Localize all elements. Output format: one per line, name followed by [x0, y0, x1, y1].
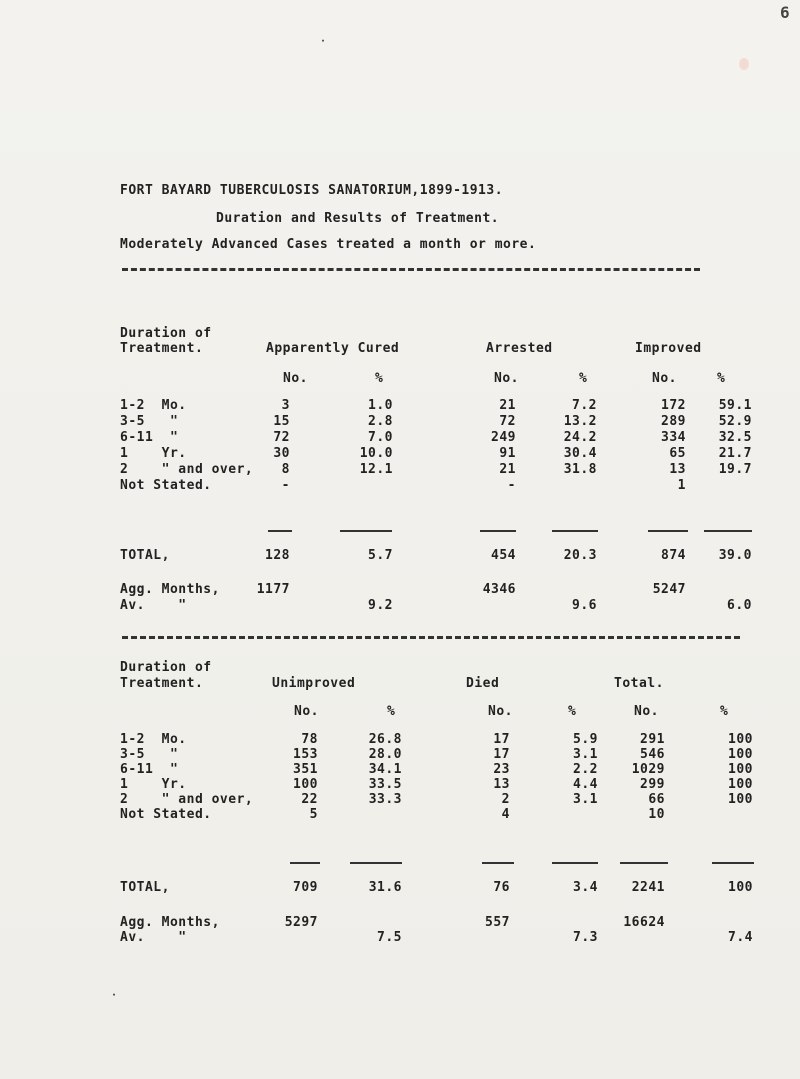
group-header-total: Total. — [614, 676, 664, 691]
column-rule — [552, 862, 598, 864]
average-cell: 9.2 — [368, 598, 393, 613]
subhead-no: No. — [634, 704, 659, 719]
separator-top — [122, 268, 700, 271]
table-cell: 21 — [499, 398, 516, 413]
total-cell: 5.7 — [368, 548, 393, 563]
group-header-apparently-cured: Apparently Cured — [266, 341, 400, 356]
group-header-improved: Improved — [635, 341, 702, 356]
table-cell: 72 — [499, 414, 516, 429]
table-cell: 24.2 — [563, 430, 597, 445]
table-cell: 3.1 — [573, 747, 598, 762]
subhead-no: No. — [652, 371, 677, 386]
agg-label: Agg. Months, — [120, 915, 220, 930]
table-cell: 13.2 — [563, 414, 597, 429]
table-cell: 100 — [728, 792, 753, 807]
table-cell: 34.1 — [368, 762, 402, 777]
agg-label: Agg. Months, — [120, 582, 220, 597]
average-cell: 9.6 — [572, 598, 597, 613]
document-caption: Moderately Advanced Cases treated a month or more. — [120, 237, 537, 252]
table-cell: 72 — [273, 430, 290, 445]
stub-header-line-1: Duration of — [120, 660, 212, 675]
subhead-no: No. — [488, 704, 513, 719]
average-cell: 7.3 — [573, 930, 598, 945]
page-number: 6 — [780, 3, 791, 22]
total-cell: 709 — [293, 880, 318, 895]
table-cell: 17 — [493, 747, 510, 762]
total-cell: 31.6 — [368, 880, 402, 895]
column-rule — [268, 530, 292, 532]
column-rule — [290, 862, 320, 864]
total-cell: 39.0 — [718, 548, 752, 563]
table-cell: 1.0 — [368, 398, 393, 413]
table-cell: 5.9 — [573, 732, 598, 747]
table-cell: 66 — [648, 792, 665, 807]
agg-cell: 1177 — [256, 582, 290, 597]
table-cell: 30 — [273, 446, 290, 461]
row-label: 2 " and over, — [120, 462, 254, 477]
row-label: 1 Yr. — [120, 446, 187, 461]
table-cell: 153 — [293, 747, 318, 762]
table-cell: - — [281, 478, 290, 493]
group-header-unimproved: Unimproved — [272, 676, 356, 691]
average-cell: 7.4 — [728, 930, 753, 945]
column-rule — [712, 862, 754, 864]
table-cell: 100 — [293, 777, 318, 792]
table-cell: 2.2 — [573, 762, 598, 777]
table-cell: 26.8 — [368, 732, 402, 747]
row-label: 3-5 " — [120, 414, 179, 429]
table-cell: 23 — [493, 762, 510, 777]
subhead-pct: % — [717, 371, 726, 386]
group-header-died: Died — [466, 676, 500, 691]
separator-middle — [122, 636, 740, 639]
agg-cell: 557 — [485, 915, 510, 930]
column-rule — [704, 530, 752, 532]
table-cell: 351 — [293, 762, 318, 777]
ink-spot — [739, 58, 749, 70]
table-cell: 10 — [648, 807, 665, 822]
average-cell: 7.5 — [377, 930, 402, 945]
subhead-pct: % — [375, 371, 384, 386]
table-cell: 12.1 — [359, 462, 393, 477]
row-label: 1-2 Mo. — [120, 732, 187, 747]
table-cell: 19.7 — [718, 462, 752, 477]
table-cell: 1029 — [631, 762, 665, 777]
table-cell: 5 — [309, 807, 318, 822]
subhead-pct: % — [720, 704, 729, 719]
subhead-pct: % — [387, 704, 396, 719]
table-cell: 100 — [728, 777, 753, 792]
punch-mark: · — [320, 36, 327, 47]
table-cell: 172 — [661, 398, 686, 413]
table-cell: 65 — [669, 446, 686, 461]
total-label: TOTAL, — [120, 880, 170, 895]
table-cell: 10.0 — [359, 446, 393, 461]
table-cell: 3.1 — [573, 792, 598, 807]
row-label: 6-11 " — [120, 762, 179, 777]
agg-cell: 5297 — [284, 915, 318, 930]
total-cell: 20.3 — [563, 548, 597, 563]
table-cell: 1 — [677, 478, 686, 493]
table-cell: 100 — [728, 762, 753, 777]
table-cell: 21 — [499, 462, 516, 477]
table-cell: 7.0 — [368, 430, 393, 445]
table-cell: 249 — [491, 430, 516, 445]
table-cell: 8 — [281, 462, 290, 477]
table-cell: 7.2 — [572, 398, 597, 413]
total-cell: 454 — [491, 548, 516, 563]
column-rule — [482, 862, 514, 864]
column-rule — [350, 862, 402, 864]
total-cell: 874 — [661, 548, 686, 563]
stub-header-line-2: Treatment. — [120, 676, 204, 691]
agg-cell: 16624 — [623, 915, 665, 930]
table-cell: 31.8 — [563, 462, 597, 477]
table-cell: 3 — [281, 398, 290, 413]
total-cell: 100 — [728, 880, 753, 895]
table-cell: 291 — [640, 732, 665, 747]
agg-cell: 4346 — [482, 582, 516, 597]
table-cell: 334 — [661, 430, 686, 445]
table-cell: 28.0 — [368, 747, 402, 762]
column-rule — [552, 530, 598, 532]
group-header-arrested: Arrested — [486, 341, 553, 356]
average-cell: 6.0 — [727, 598, 752, 613]
stub-header-line-2: Treatment. — [120, 341, 204, 356]
table-cell: 13 — [669, 462, 686, 477]
subhead-no: No. — [494, 371, 519, 386]
row-label: 1 Yr. — [120, 777, 187, 792]
table-cell: 78 — [301, 732, 318, 747]
agg-cell: 5247 — [652, 582, 686, 597]
table-cell: 33.5 — [368, 777, 402, 792]
table-cell: 546 — [640, 747, 665, 762]
document-title: FORT BAYARD TUBERCULOSIS SANATORIUM,1899-1913. — [120, 183, 504, 198]
table-cell: 13 — [493, 777, 510, 792]
row-label: Not Stated. — [120, 807, 212, 822]
stray-mark: · — [111, 990, 118, 1001]
table-cell: - — [507, 478, 516, 493]
table-cell: 30.4 — [563, 446, 597, 461]
table-cell: 100 — [728, 732, 753, 747]
table-cell: 4.4 — [573, 777, 598, 792]
table-cell: 32.5 — [718, 430, 752, 445]
row-label: 1-2 Mo. — [120, 398, 187, 413]
subhead-no: No. — [294, 704, 319, 719]
row-label: 3-5 " — [120, 747, 179, 762]
row-label: Not Stated. — [120, 478, 212, 493]
table-cell: 17 — [493, 732, 510, 747]
row-label: 6-11 " — [120, 430, 179, 445]
table-cell: 33.3 — [368, 792, 402, 807]
total-cell: 76 — [493, 880, 510, 895]
table-cell: 22 — [301, 792, 318, 807]
column-rule — [620, 862, 668, 864]
column-rule — [480, 530, 516, 532]
av-label: Av. " — [120, 598, 187, 613]
total-cell: 2241 — [631, 880, 665, 895]
table-cell: 91 — [499, 446, 516, 461]
table-cell: 2.8 — [368, 414, 393, 429]
table-cell: 4 — [501, 807, 510, 822]
table-cell: 100 — [728, 747, 753, 762]
table-cell: 52.9 — [718, 414, 752, 429]
column-rule — [340, 530, 392, 532]
total-cell: 3.4 — [573, 880, 598, 895]
row-label: 2 " and over, — [120, 792, 254, 807]
subhead-pct: % — [568, 704, 577, 719]
table-cell: 21.7 — [718, 446, 752, 461]
stub-header-line-1: Duration of — [120, 326, 212, 341]
total-cell: 128 — [265, 548, 290, 563]
table-cell: 299 — [640, 777, 665, 792]
table-cell: 289 — [661, 414, 686, 429]
table-cell: 15 — [273, 414, 290, 429]
subhead-pct: % — [579, 371, 588, 386]
total-label: TOTAL, — [120, 548, 170, 563]
table-cell: 2 — [501, 792, 510, 807]
subhead-no: No. — [283, 371, 308, 386]
table-cell: 59.1 — [718, 398, 752, 413]
av-label: Av. " — [120, 930, 187, 945]
document-subtitle: Duration and Results of Treatment. — [216, 211, 500, 226]
column-rule — [648, 530, 688, 532]
